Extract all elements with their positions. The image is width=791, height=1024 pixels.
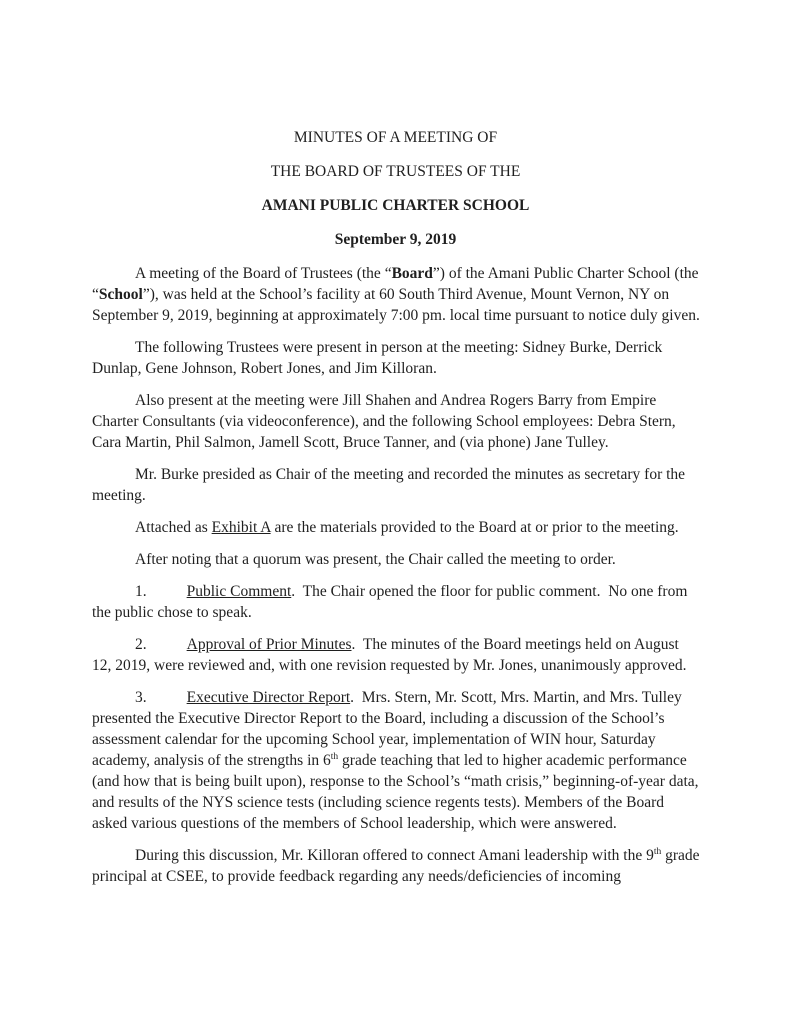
- text-run: grade principal at CSEE, to provide feedback regarding any needs/deficiencies of incoming: [92, 847, 704, 885]
- paragraph-opening: [92, 263, 703, 326]
- text-run: School: [98, 286, 143, 303]
- text-run: Approval of Prior Minutes: [186, 636, 352, 653]
- text-run: . The minutes of the Board meetings held on August 12, 2019, were reviewed and, with one revision requested by Mr. Jones, unanimously approved.: [92, 636, 687, 674]
- heading-4: September 9, 2019: [334, 231, 457, 248]
- text-run: 1.: [135, 583, 147, 600]
- text-run: Mr. Burke presided as Chair of the meeting and recorded the minutes as secretary for the meeting.: [92, 466, 689, 504]
- paragraph-trustees-present: [92, 337, 700, 379]
- text-run: A meeting of the Board of Trustees (the “: [135, 265, 392, 282]
- text-run: Also present at the meeting were Jill Shahen and Andrea Rogers Barry from Empire Charter Consultants (via videoconference), and the following School employees: Debra Stern, Cara Martin, Phil Salmon, Jamell Scott, Bruce Tanner, and (via phone) Jane Tulley.: [92, 392, 680, 451]
- title-block: [0, 0, 791, 250]
- paragraph-exhibit: [92, 517, 700, 538]
- text-run: Exhibit A: [211, 519, 271, 536]
- text-run: . The Chair opened the floor for public comment. No one from the public chose to speak.: [92, 583, 692, 621]
- paragraph-chair: [92, 464, 700, 506]
- text-run: th: [653, 846, 662, 857]
- item-1-public-comment: [92, 581, 700, 623]
- text-run: Attached as: [135, 519, 212, 536]
- item-2-approval-of-prior-minutes: [92, 634, 700, 676]
- text-run: During this discussion, Mr. Killoran offered to connect Amani leadership with the 9: [135, 847, 654, 864]
- heading-1: MINUTES OF A MEETING OF: [293, 129, 498, 146]
- text-run: ”) of the Amani Public Charter School (the “: [92, 265, 703, 303]
- text-run: Executive Director Report: [186, 689, 351, 706]
- text-run: After noting that a quorum was present, the Chair called the meeting to order.: [135, 551, 616, 568]
- text-run: 3.: [135, 689, 147, 706]
- document-body: [92, 263, 704, 887]
- text-run: 2.: [135, 636, 147, 653]
- paragraph-killoran-csee: [92, 845, 704, 887]
- text-run: grade teaching that led to higher academic performance (and how that is being built upon), response to the School’s “math crisis,” beginning-of-year data, and results of the NYS science tests (including science regents tests). Members of the Board asked various questions of the members of School leadership, which were answered.: [92, 752, 703, 832]
- paragraph-quorum: [92, 549, 700, 570]
- text-run: ”), was held at the School’s facility at 60 South Third Avenue, Mount Vernon, NY on September 9, 2019, beginning at approximately 7:00 pm. local time pursuant to notice duly given.: [92, 286, 700, 324]
- heading-3: AMANI PUBLIC CHARTER SCHOOL: [261, 197, 530, 214]
- text-run: th: [330, 751, 339, 762]
- text-run: The following Trustees were present in person at the meeting: Sidney Burke, Derrick Dunlap, Gene Johnson, Robert Jones, and Jim Killoran.: [92, 339, 667, 377]
- paragraph-also-present: [92, 390, 700, 453]
- text-run: . Mrs. Stern, Mr. Scott, Mrs. Martin, and Mrs. Tulley presented the Executive Director Report to the Board, including a discussion of the School’s assessment calendar for the upcoming School year, implementation of WIN hour, Saturday academy, analysis of the strengths in 6: [92, 689, 686, 769]
- text-run: are the materials provided to the Board at or prior to the meeting.: [270, 519, 679, 536]
- item-3-executive-director-report: [92, 687, 703, 834]
- text-run: Public Comment: [186, 583, 292, 600]
- text-run: Board: [391, 265, 433, 282]
- heading-2: THE BOARD OF TRUSTEES OF THE: [270, 163, 521, 180]
